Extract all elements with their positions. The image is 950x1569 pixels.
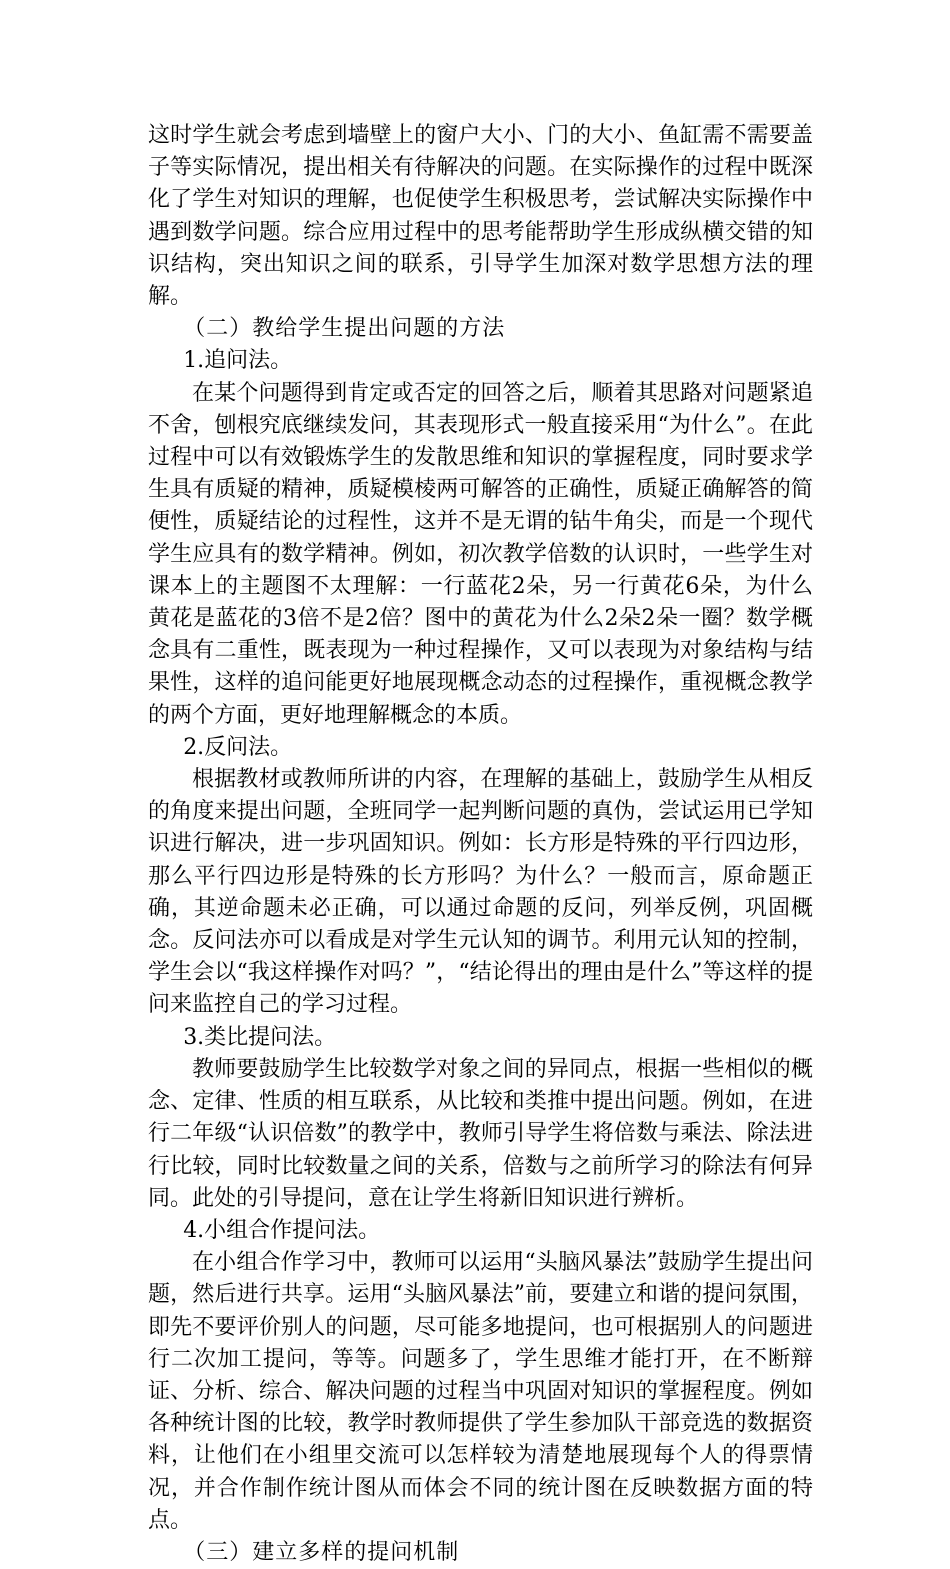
method-heading-3: 3.类比提问法。 [183, 1024, 337, 1050]
paragraph-continuation: 这时学生就会考虑到墙壁上的窗户大小、门的大小、鱼缸需不需要盖子等实际情况，提出相关有待解决的问题。在实际操作的过程中既深化了学生对知识的理解，也促使学生积极思考，尝试解决实际操作中遇到数学问题。综合应用过程中的思考能帮助学生形成纵横交错的知识结构，突出知识之间的联系，引导学生加深对数学思想方法的理解。 [148, 123, 813, 310]
method-heading-1: 1.追问法。 [183, 348, 293, 374]
paragraph-method-2: 根据教材或教师所讲的内容，在理解的基础上，鼓励学生从相反的角度来提出问题，全班同学一起判断问题的真伪，尝试运用已学知识进行解决，进一步巩固知识。例如：长方形是特殊的平行四边形，那么平行四边形是特殊的长方形吗？为什么？一般而言，原命题正确，其逆命题未必正确，可以通过命题的反问，列举反例，巩固概念。反问法亦可以看成是对学生元认知的调节。利用元认知的控制，学生会以“我这样操作对吗？”，“结论得出的理由是什么”等这样的提问来监控自己的学习过程。 [148, 767, 813, 1018]
method-heading-4: 4.小组合作提问法。 [183, 1217, 381, 1243]
section-heading-3: （三）建立多样的提问机制 [183, 1539, 460, 1565]
paragraph-method-1: 在某个问题得到肯定或否定的回答之后，顺着其思路对问题紧追不舍，刨根究底继续发问，其表现形式一般直接采用“为什么”。在此过程中可以有效锻炼学生的发散思维和知识的掌握程度，同时要求学生具有质疑的精神，质疑模棱两可解答的正确性，质疑正确解答的简便性，质疑结论的过程性，这并不是无谓的钻牛角尖，而是一个现代学生应具有的数学精神。例如，初次教学倍数的认识时，一些学生对课本上的主题图不太理解：一行蓝花2朵，另一行黄花6朵，为什么黄花是蓝花的3倍不是2倍？图中的黄花为什么2朵2朵一圈？数学概念具有二重性，既表现为一种过程操作，又可以表现为对象结构与结果性，这样的追问能更好地展现概念动态的过程操作，重视概念教学的两个方面，更好地理解概念的本质。 [148, 380, 813, 728]
document-page [148, 120, 813, 1569]
section-heading-2: （二）教给学生提出问题的方法 [183, 316, 506, 342]
paragraph-method-3: 教师要鼓励学生比较数学对象之间的异同点，根据一些相似的概念、定律、性质的相互联系，从比较和类推中提出问题。例如，在进行二年级“认识倍数”的教学中，教师引导学生将倍数与乘法、除法进行比较，同时比较数量之间的关系，倍数与之前所学习的除法有何异同。此处的引导提问，意在让学生将新旧知识进行辨析。 [148, 1056, 813, 1211]
paragraph-method-4: 在小组合作学习中，教师可以运用“头脑风暴法”鼓励学生提出问题，然后进行共享。运用“头脑风暴法”前，要建立和谐的提问氛围，即先不要评价别人的问题，尽可能多地提问，也可根据别人的问题进行二次加工提问，等等。问题多了，学生思维才能打开，在不断辩证、分析、综合、解决问题的过程当中巩固对知识的掌握程度。例如各种统计图的比较，教学时教师提供了学生参加队干部竞选的数据资料，让他们在小组里交流可以怎样较为清楚地展现每个人的得票情况，并合作制作统计图从而体会不同的统计图在反映数据方面的特点。 [148, 1250, 813, 1533]
method-heading-2: 2.反问法。 [183, 734, 293, 760]
